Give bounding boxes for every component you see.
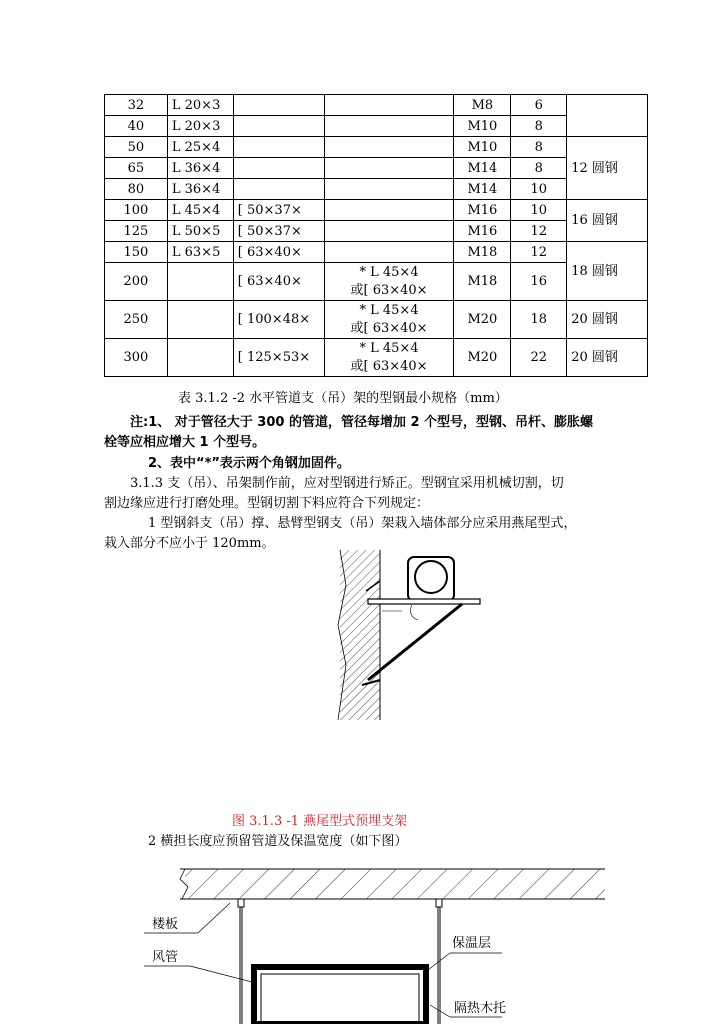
alt-angle: * L 45×4 [359,340,419,356]
cell-dn: 32 [105,95,168,116]
cell-dn: 100 [105,200,168,221]
alt-channel: 或[ 63×40× [350,282,428,298]
cell-dn: 300 [105,339,168,377]
cell-alt [324,339,454,377]
cell-round: 16 圆钢 [567,200,648,242]
cell-rod: 16 [511,263,567,301]
cell-round: 20 圆钢 [567,339,648,377]
item-1-cont: 栽入部分不应小于 120mm。 [104,536,275,551]
table-row [105,301,648,339]
cell-bolt: M16 [454,221,511,242]
label-insulation: 保温层 [452,936,492,951]
label-duct: 风管 [152,950,179,965]
cell-channel [233,137,324,158]
cell-round: 18 圆钢 [567,242,648,301]
cell-bolt: M20 [454,301,511,339]
cell-bolt: M20 [454,339,511,377]
cell-alt [324,116,454,137]
cell-alt [324,242,454,263]
leader-lines [144,903,502,1017]
alt-channel: 或[ 63×40× [350,320,428,336]
cell-channel [233,116,324,137]
cell-angle: L 36×4 [167,158,233,179]
cell-bolt: M18 [454,263,511,301]
cell-alt [324,158,454,179]
spec-table [104,94,648,377]
cell-channel [233,95,324,116]
alt-angle: * L 45×4 [359,302,419,318]
table-row [105,158,648,179]
cell-angle: L 20×3 [167,95,233,116]
cell-angle: L 50×5 [167,221,233,242]
cell-alt [324,263,454,301]
cell-alt [324,221,454,242]
cell-bolt: M14 [454,179,511,200]
alt-angle: * L 45×4 [359,264,419,280]
cell-channel [233,179,324,200]
cell-channel: [ 63×40× [233,242,324,263]
para-3-1-3-cont: 割边缘应进行打磨处理。型钢切割下料应符合下列规定： [104,496,430,511]
alt-channel: 或[ 63×40× [350,358,428,374]
cell-rod: 6 [511,95,567,116]
cell-channel: [ 50×37× [233,221,324,242]
cell-dn: 50 [105,137,168,158]
hanger-rods [238,899,442,1024]
item-1: 1 型钢斜支（吊）撑、悬臂型钢支（吊）架栽入墙体部分应采用燕尾型式， [148,516,577,531]
note-1-cont: 栓等应相应增大 1 个型号。 [104,435,266,450]
table-row [105,242,648,263]
cell-channel: [ 63×40× [233,263,324,301]
table-caption: 表 3.1.2 -2 水平管道支（吊）架的型钢最小规格（mm） [178,391,508,406]
para-3-1-3: 3.1.3 支（吊）、吊架制作前，应对型钢进行矫正。型钢宜采用机械切割，切 [130,476,564,491]
cell-round [567,95,648,137]
cell-bolt: M16 [454,200,511,221]
table-row [105,137,648,158]
table-row [105,95,648,116]
cell-alt [324,95,454,116]
cell-rod: 8 [511,137,567,158]
table-row [105,116,648,137]
cell-rod: 10 [511,179,567,200]
cell-angle [167,263,233,301]
pipe [408,557,454,601]
table-row [105,339,648,377]
cell-rod: 12 [511,221,567,242]
cell-alt [324,301,454,339]
cell-round: 12 圆钢 [567,137,648,200]
cell-angle [167,301,233,339]
cell-bolt: M10 [454,137,511,158]
table-row [105,221,648,242]
note-1: 注:1、 对于管径大于 300 的管道，管径每增加 2 个型号，型钢、吊杆、膨胀螺 [130,415,594,430]
cell-rod: 8 [511,158,567,179]
crossbar-figure [130,855,610,1024]
dovetail-bracket-figure [320,545,490,725]
cell-angle: L 63×5 [167,242,233,263]
cell-alt [324,200,454,221]
cell-angle: L 20×3 [167,116,233,137]
cell-angle: L 45×4 [167,200,233,221]
cell-rod: 8 [511,116,567,137]
cell-dn: 80 [105,179,168,200]
item-2: 2 横担长度应预留管道及保温宽度（如下图） [148,834,408,849]
cell-round: 20 圆钢 [567,301,648,339]
cell-alt [324,179,454,200]
cell-angle: L 36×4 [167,179,233,200]
cell-dn: 250 [105,301,168,339]
cell-bolt: M8 [454,95,511,116]
table-row [105,179,648,200]
table-row [105,200,648,221]
cell-dn: 40 [105,116,168,137]
wall [338,550,380,720]
cell-channel: [ 50×37× [233,200,324,221]
cell-rod: 18 [511,301,567,339]
note-2: 2、表中“*”表示两个角钢加固件。 [148,456,350,471]
cell-bolt: M14 [454,158,511,179]
cell-channel: [ 125×53× [233,339,324,377]
cell-channel: [ 100×48× [233,301,324,339]
cell-angle: L 25×4 [167,137,233,158]
label-wood-block: 隔热木托 [454,1001,507,1016]
cell-alt [324,137,454,158]
cell-dn: 200 [105,263,168,301]
cell-dn: 125 [105,221,168,242]
label-slab: 楼板 [152,917,179,932]
floor-slab [180,869,605,899]
cell-rod: 22 [511,339,567,377]
figure-1-caption: 图 3.1.3 -1 燕尾型式预埋支架 [232,814,408,829]
cell-rod: 10 [511,200,567,221]
cell-angle [167,339,233,377]
cell-dn: 65 [105,158,168,179]
duct-insulation [254,967,426,1024]
cell-bolt: M18 [454,242,511,263]
cell-channel [233,158,324,179]
table-row [105,263,648,301]
cell-dn: 150 [105,242,168,263]
cell-bolt: M10 [454,116,511,137]
cell-rod: 12 [511,242,567,263]
